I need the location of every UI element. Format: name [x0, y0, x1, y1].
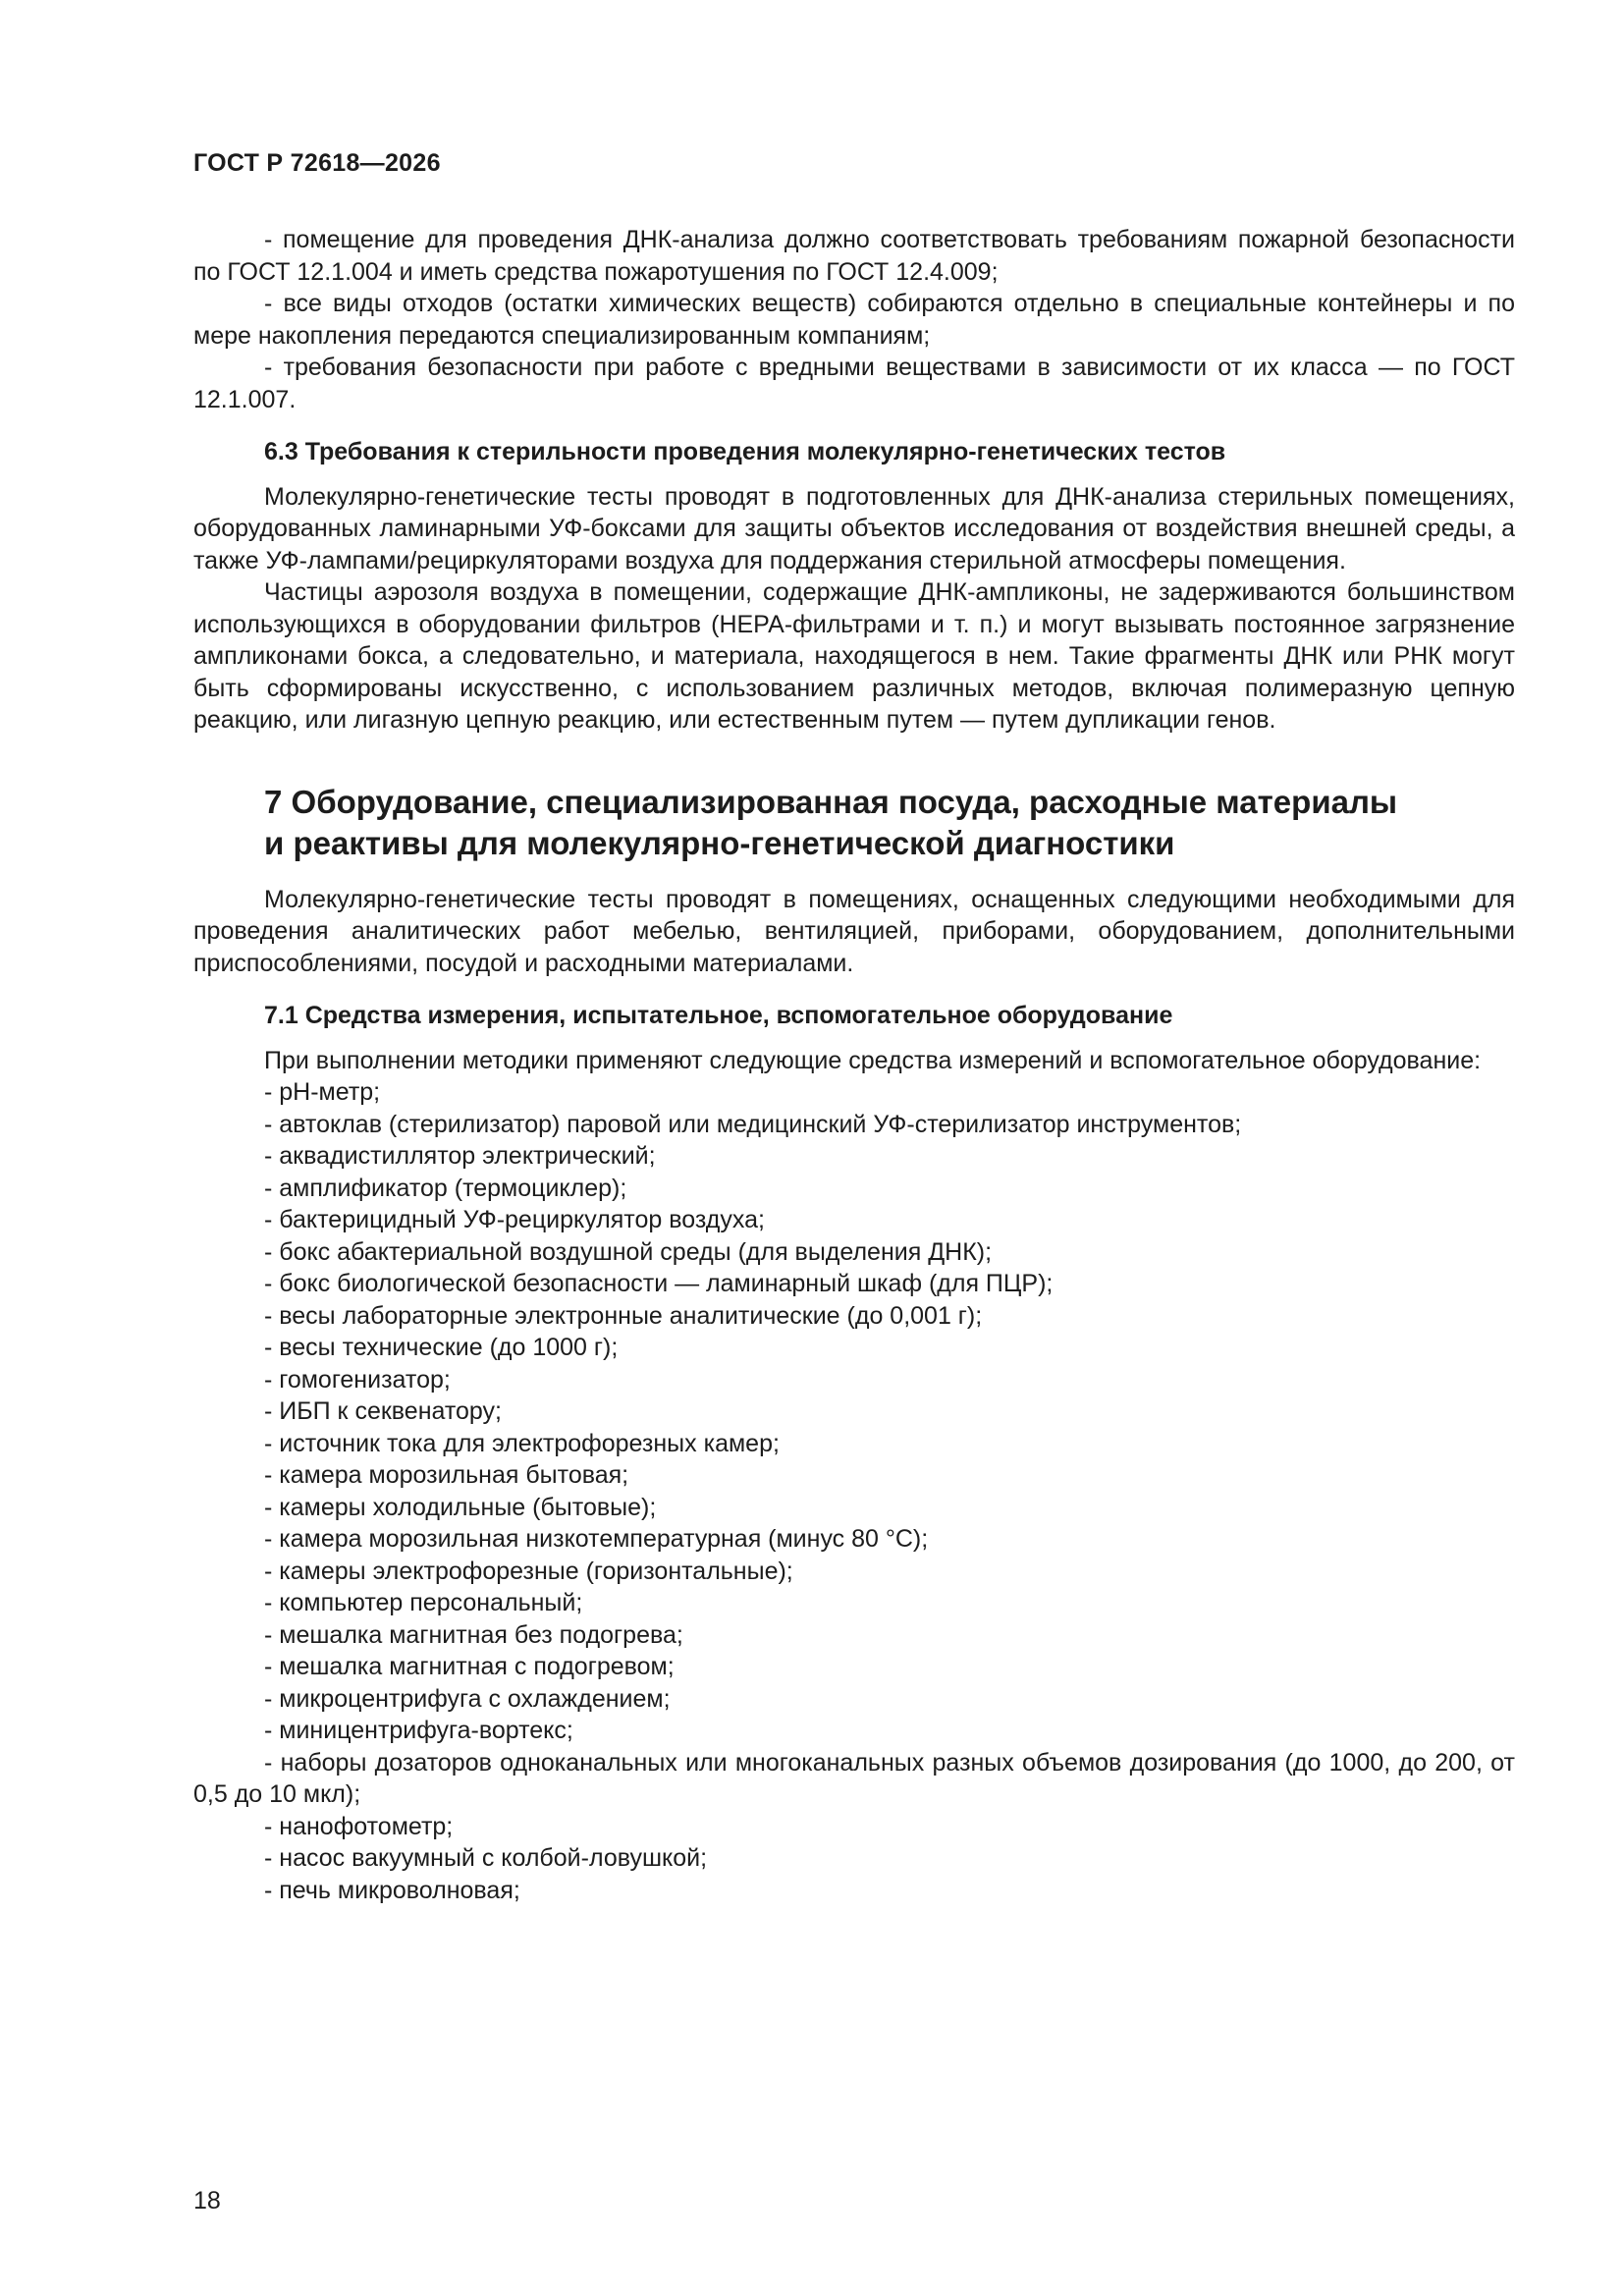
list-item: - бокс абактериальной воздушной среды (для выделения ДНК);: [264, 1237, 993, 1266]
intro-list-item: - все виды отходов (остатки химических веществ) собираются отдельно в специальные контейнеры и по мере накопления передаются специализированным компаниям;: [193, 290, 1515, 350]
list-item: - гомогенизатор;: [264, 1365, 451, 1394]
intro-list-item: - помещение для проведения ДНК-анализа должно соответствовать требованиям пожарной безопасности по ГОСТ 12.1.004 и иметь средства пожаротушения по ГОСТ 12.4.009;: [193, 226, 1515, 286]
page-number: 18: [193, 2187, 221, 2214]
page-content: [193, 224, 1515, 1906]
list-item: - компьютер персональный;: [264, 1589, 583, 1616]
list-item: - автоклав (стерилизатор) паровой или медицинский УФ-стерилизатор инструментов;: [264, 1110, 1242, 1138]
section-7-1-heading: 7.1 Средства измерения, испытательное, вспомогательное оборудование: [264, 1002, 1173, 1029]
list-item: - рН-метр;: [264, 1078, 381, 1106]
list-item: - насос вакуумный с колбой-ловушкой;: [264, 1844, 708, 1872]
list-item: - весы лабораторные электронные аналитические (до 0,001 г);: [264, 1301, 983, 1330]
list-item: - камеры электрофорезные (горизонтальные);: [264, 1557, 793, 1585]
list-item: - печь микроволновая;: [264, 1876, 520, 1904]
equipment-list: [193, 1076, 1515, 1906]
section-6-3-paragraph: Молекулярно-генетические тесты проводят в подготовленных для ДНК-анализа стерильных помещениях, оборудованных ламинарными УФ-боксами для защиты объектов исследования от воздействия внешней среды, а также УФ-лампами/рециркуляторами воздуха для поддержания стерильной атмосферы помещения.: [193, 482, 1515, 574]
list-item: - амплификатор (термоциклер);: [264, 1174, 627, 1202]
list-item: - мешалка магнитная без подогрева;: [264, 1620, 683, 1649]
section-7-heading-line: и реактивы для молекулярно-генетической диагностики: [264, 824, 1175, 861]
list-item: - камеры холодильные (бытовые);: [264, 1493, 657, 1521]
section-7-heading: [264, 782, 1515, 864]
list-item-wrapped: - наборы дозаторов одноканальных или многоканальных разных объемов дозирования (до 1000, до 200, от 0,5 до 10 мкл);: [193, 1748, 1515, 1808]
section-7-heading-line: 7 Оборудование, специализированная посуда, расходные материалы: [264, 783, 1398, 820]
list-item: - бактерицидный УФ-рециркулятор воздуха;: [264, 1206, 765, 1233]
list-item: - мешалка магнитная с подогревом;: [264, 1653, 675, 1680]
list-item: - бокс биологической безопасности — ламинарный шкаф (для ПЦР);: [264, 1270, 1054, 1297]
list-item: - миницентрифуга-вортекс;: [264, 1717, 573, 1744]
list-item: - весы технические (до 1000 г);: [264, 1334, 619, 1361]
intro-list-item: - требования безопасности при работе с вредными веществами в зависимости от их класса — по ГОСТ 12.1.007.: [193, 354, 1515, 413]
section-6-3-paragraph: Частицы аэрозоля воздуха в помещении, содержащие ДНК-ампликоны, не задерживаются большинством использующихся в оборудовании фильтров (НЕРА-фильтрами и т. п.) и могут вызывать постоянное загрязнение ампликонами бокса, а следовательно, и материала, находящегося в нем. Такие фрагменты ДНК или РНК могут быть сформированы искусственно, с использованием различных методов, включая полимеразную цепную реакцию, или лигазную цепную реакцию, или естественным путем — путем дупликации генов.: [193, 578, 1515, 734]
document-code-header: ГОСТ Р 72618—2026: [193, 149, 441, 177]
section-7-paragraph: Молекулярно-генетические тесты проводят в помещениях, оснащенных следующими необходимыми для проведения аналитических работ мебелью, вентиляцией, приборами, оборудованием, дополнительными приспособлениями, посудой и расходными материалами.: [193, 885, 1515, 977]
section-6-3-heading: 6.3 Требования к стерильности проведения молекулярно-генетических тестов: [264, 438, 1226, 465]
list-item: - нанофотометр;: [264, 1812, 454, 1840]
list-item: - источник тока для электрофорезных камер;: [264, 1429, 780, 1457]
list-item: - камера морозильная низкотемпературная (минус 80 °С);: [264, 1525, 929, 1553]
list-item: - микроцентрифуга с охлаждением;: [264, 1684, 671, 1713]
list-item: - камера морозильная бытовая;: [264, 1461, 629, 1489]
section-7-1-intro: При выполнении методики применяют следующие средства измерений и вспомогательное оборудование:: [264, 1046, 1482, 1074]
list-item: - ИБП к секвенатору;: [264, 1397, 502, 1425]
list-item: - аквадистиллятор электрический;: [264, 1142, 656, 1170]
